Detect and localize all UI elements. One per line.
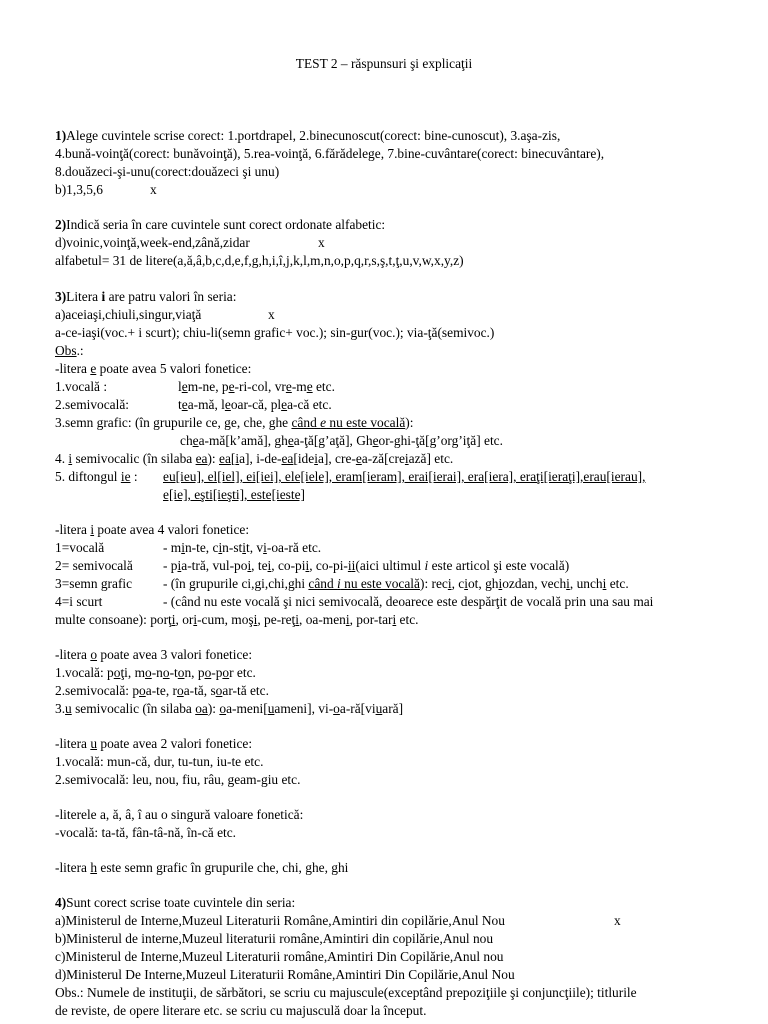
q3-number: 3) bbox=[55, 289, 67, 304]
i-row-1-examples: - min-te, cin-stit, vi-oa-ră etc. bbox=[163, 540, 322, 555]
q3-line-1: 3)Litera i are patru valori în seria: bbox=[55, 289, 237, 304]
i-heading: -litera i poate avea 4 valori fonetice: bbox=[55, 522, 250, 537]
u-row-1: 1.vocală: mun-că, dur, tu-tun, iu-te etc. bbox=[55, 754, 264, 769]
e-row-2-examples: tea-mă, leoar-că, plea-că etc. bbox=[178, 397, 332, 412]
i-row-3-examples: - (în grupurile ci,gi,chi,ghi când i nu este vocală): reci, ciot, ghiozdan, vechi, unchi etc. bbox=[163, 576, 629, 591]
q2-line-1 bbox=[55, 216, 385, 234]
q2-answer-mark: x bbox=[318, 235, 325, 250]
q4-text: Sunt corect scrise toate cuvintele din seria: bbox=[66, 895, 296, 910]
q4-option-c: c)Ministerul de Interne,Muzeul Literaturii române,Amintiri Din Copilărie,Anul nou bbox=[55, 949, 504, 964]
q4-number: 4) bbox=[55, 895, 67, 910]
o-heading: -litera o poate avea 3 valori fonetice: bbox=[55, 647, 253, 662]
i-row-4-label: 4=i scurt bbox=[55, 594, 103, 609]
others-heading: -literele a, ă, â, î au o singură valoare fonetică: bbox=[55, 807, 304, 822]
q3-explanation: a-ce-iaşi(voc.+ i scurt); chiu-li(semn grafic+ voc.); sin-gur(voc.); via-ţă(semivoc.) bbox=[55, 325, 495, 340]
q3-obs: Obs.: bbox=[55, 343, 84, 358]
q1-answer-mark: x bbox=[150, 182, 157, 197]
q2-number: 2) bbox=[55, 217, 67, 232]
q2-answer: d)voinic,voinţă,week-end,zână,zidar bbox=[55, 235, 250, 250]
e-heading: -litera e poate avea 5 valori fonetice: bbox=[55, 361, 252, 376]
e-row-3-examples: chea-mă[k’amă], ghea-ţă[g’aţă], Gheor-ghi-ţă[g’org’iţă] etc. bbox=[180, 433, 503, 448]
page-title: TEST 2 – răspunsuri şi explicaţii bbox=[295, 56, 473, 71]
q1-text: Alege cuvintele scrise corect: 1.portdrapel, 2.binecunoscut(corect: bine-cunoscut), 3.aşa-zis, bbox=[66, 128, 561, 143]
i-row-4-text: - (când nu este vocală şi nici semivocală, deoarece este despărţit de vocală prin una sau mai bbox=[163, 594, 654, 609]
q4-option-d: d)Ministerul De Interne,Muzeul Literaturii Române,Amintiri Din Copilărie,Anul Nou bbox=[55, 967, 515, 982]
e-row-5-examples-2: e[ie], eşti[ieşti], este[ieste] bbox=[163, 487, 306, 502]
i-row-3-label: 3=semn grafic bbox=[55, 576, 133, 591]
q4-option-a: a)Ministerul de Interne,Muzeul Literaturii Române,Amintiri din copilărie,Anul Nou bbox=[55, 913, 505, 928]
e-row-5-examples: eu[ieu], el[iel], ei[iei], ele[iele], eram[ieram], erai[ierai], era[iera], eraţi[ieraţi],erau[ierau], bbox=[163, 469, 646, 484]
q1-answer: b)1,3,5,6 bbox=[55, 182, 103, 197]
i-row-2-examples: - pia-tră, vul-poi, tei, co-pii, co-pi-ii(aici ultimul i este articol şi este vocală) bbox=[163, 558, 570, 573]
q1-line-3: 8.douăzeci-şi-unu(corect:douăzeci şi unu) bbox=[55, 164, 280, 179]
q3-answer-mark: x bbox=[268, 307, 275, 322]
e-row-1-examples: lem-ne, pe-ri-col, vre-me etc. bbox=[178, 379, 335, 394]
i-row-2-label: 2= semivocală bbox=[55, 558, 133, 573]
q1-line-2: 4.bună-voinţă(corect: bunăvoinţă), 5.rea-voinţă, 6.fărădelege, 7.bine-cuvântare(corect: binecuvântare), bbox=[55, 146, 605, 161]
q4-line-1 bbox=[55, 894, 295, 912]
u-row-2: 2.semivocală: leu, nou, fiu, râu, geam-giu etc. bbox=[55, 772, 301, 787]
q4-answer-mark: x bbox=[614, 913, 621, 928]
q4-obs-1: Obs.: Numele de instituţii, de sărbători, se scriu cu majuscule(exceptând prepoziţiile şi conjuncţiile); titlurile bbox=[55, 985, 637, 1000]
h-line: -litera h este semn grafic în grupurile che, chi, ghe, ghi bbox=[55, 860, 349, 875]
q1-number: 1) bbox=[55, 128, 67, 143]
q1-line-1 bbox=[55, 127, 560, 145]
o-row-2: 2.semivocală: poa-te, roa-tă, soar-tă etc. bbox=[55, 683, 269, 698]
q4-obs-2: de reviste, de opere literare etc. se scriu cu majusculă doar la început. bbox=[55, 1003, 427, 1018]
e-row-4: 4. i semivocalic (în silaba ea): ea[ia], i-de-ea[ideia], cre-ea-ză[creiază] etc. bbox=[55, 451, 454, 466]
e-row-5-label: 5. diftongul ie : bbox=[55, 469, 138, 484]
q2-text: Indică seria în care cuvintele sunt corect ordonate alfabetic: bbox=[66, 217, 386, 232]
others-row: -vocală: ta-tă, fân-tâ-nă, în-că etc. bbox=[55, 825, 237, 840]
q3-answer: a)aceiaşi,chiuli,singur,viaţă bbox=[55, 307, 202, 322]
e-row-1-label: 1.vocală : bbox=[55, 379, 108, 394]
e-row-2-label: 2.semivocală: bbox=[55, 397, 129, 412]
i-row-4-examples: multe consoane): porţi, ori-cum, moşi, pe-reţi, oa-meni, por-tari etc. bbox=[55, 612, 419, 627]
q4-option-b: b)Ministerul de interne,Muzeul literaturii române,Amintiri din copilărie,Anul nou bbox=[55, 931, 494, 946]
i-row-1-label: 1=vocală bbox=[55, 540, 105, 555]
o-row-3: 3.u semivocalic (în silaba oa): oa-meni[uameni], vi-oa-ră[viuară] bbox=[55, 701, 404, 716]
u-heading: -litera u poate avea 2 valori fonetice: bbox=[55, 736, 253, 751]
o-row-1: 1.vocală: poţi, mo-no-ton, po-por etc. bbox=[55, 665, 256, 680]
q2-alphabet: alfabetul= 31 de litere(a,ă,â,b,c,d,e,f,g,h,i,î,j,k,l,m,n,o,p,q,r,s,ş,t,ţ,u,v,w,x,y,z) bbox=[55, 253, 464, 268]
e-row-3-label: 3.semn grafic: (în grupurile ce, ge, che, ghe când e nu este vocală): bbox=[55, 415, 414, 430]
